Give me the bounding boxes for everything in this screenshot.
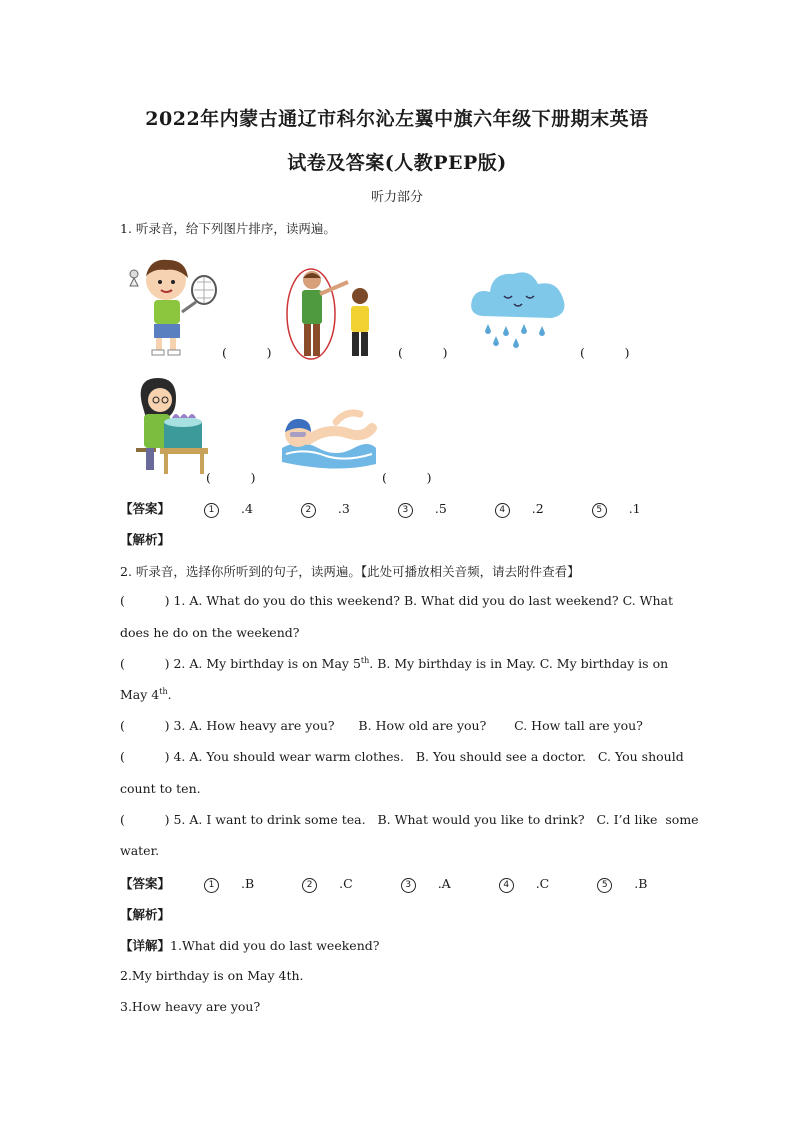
q1-blank-5[interactable]: ( ) (382, 470, 432, 485)
q2-item-2-cont: May 4th. (120, 687, 172, 703)
q2-item-5: ( ) 5. A. I want to drink some tea. B. What would you like to drink? C. I’d like some (120, 812, 699, 827)
q2-blank-5[interactable]: ( ) (120, 812, 170, 827)
q1-prompt: 1. 听录音，给下列图片排序，读两遍。 (120, 221, 336, 236)
q1-answer-5: 5 .1 (592, 501, 663, 518)
q2-item-1: ( ) 1. A. What do you do this weekend? B. What did you do last weekend? C. What (120, 593, 674, 608)
q2-answer-5: 5 .B (597, 876, 669, 893)
q1-analysis-label: 【解析】 (120, 532, 171, 547)
height-compare-boys-icon (284, 266, 384, 360)
q2-analysis-label: 【解析】 (120, 907, 171, 922)
doc-title-line1: 2022年内蒙古通辽市科尔沁左翼中旗六年级下册期末英语 (145, 108, 649, 130)
q2-item-4-cont: count to ten. (120, 781, 201, 796)
q2-item-1-cont: does he do on the weekend? (120, 625, 300, 640)
q1-answer-3: 3 .5 (398, 501, 469, 518)
q2-detail-label: 【详解】 (120, 938, 171, 953)
q2-answer-row (120, 874, 691, 893)
doc-title-line2: 试卷及答案(人教PEP版) (287, 152, 507, 174)
section-heading: 听力部分 (370, 190, 423, 205)
q2-detail-1: 【详解】1.What did you do last weekend? (120, 938, 380, 953)
q2-detail-3: 3.How heavy are you? (120, 999, 261, 1014)
q2-blank-1[interactable]: ( ) (120, 593, 170, 608)
q1-blank-4[interactable]: ( ) (206, 470, 256, 485)
q2-answer-4: 4 .C (499, 876, 572, 893)
badminton-boy-icon (124, 254, 220, 358)
q1-blank-1[interactable]: ( ) (222, 345, 272, 360)
swimming-boy-icon (276, 404, 378, 470)
q1-answer-row (120, 499, 685, 518)
q2-detail-2: 2.My birthday is on May 4th. (120, 968, 304, 983)
q2-prompt: 2. 听录音，选择你所听到的句子，读两遍。【此处可播放相关音频，请去附件查看】 (120, 564, 580, 579)
washing-clothes-girl-icon (132, 374, 214, 480)
q2-blank-4[interactable]: ( ) (120, 749, 170, 764)
q1-blank-3[interactable]: ( ) (580, 345, 630, 360)
q2-item-3: ( ) 3. A. How heavy are you? B. How old are you? C. How tall are you? (120, 718, 643, 733)
q1-answer-1: 1 .4 (204, 501, 275, 518)
rain-cloud-icon (468, 266, 568, 350)
q2-answer-3: 3 .A (401, 876, 473, 893)
q2-blank-2[interactable]: ( ) (120, 656, 170, 672)
q2-answer-2: 2 .C (302, 876, 375, 893)
q2-answer-1: 1 .B (204, 876, 276, 893)
q1-answer-4: 4 .2 (495, 501, 566, 518)
q1-blank-2[interactable]: ( ) (398, 345, 448, 360)
q1-answer-2: 2 .3 (301, 501, 372, 518)
q2-item-5-cont: water. (120, 843, 160, 858)
q2-answer-label: 【答案】 (120, 876, 171, 891)
q1-answer-label: 【答案】 (120, 501, 171, 516)
q2-blank-3[interactable]: ( ) (120, 718, 170, 733)
q2-item-4: ( ) 4. A. You should wear warm clothes. B. You should see a doctor. C. You should (120, 749, 684, 764)
q2-item-2: ( ) 2. A. My birthday is on May 5th. B. My birthday is in May. C. My birthday is on (120, 656, 669, 672)
